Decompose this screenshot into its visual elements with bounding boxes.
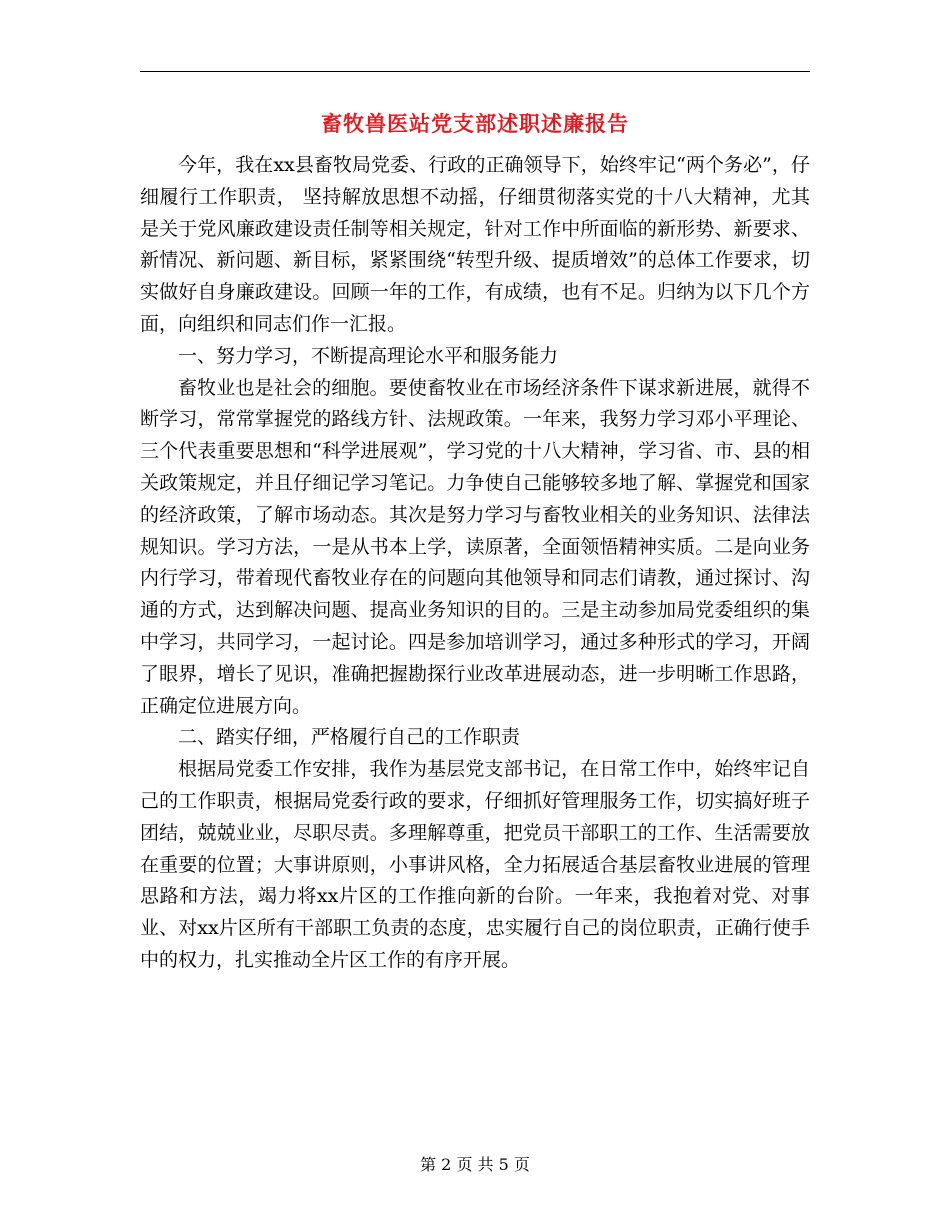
- document-title: 畜牧兽医站党支部述职述廉报告: [321, 111, 629, 136]
- intro-paragraph: 今年，我在xx县畜牧局党委、行政的正确领导下，始终牢记“两个务必”，仔细履行工作职责， 坚持解放思想不动摇，仔细贯彻落实党的十八大精神，尤其是关于党风廉政建设责任制等相关规定，针对工作中所面临的新形势、新要求、新情况、新问题、新目标，紧紧围绕“转型升级、提质增效”的总体工作要求，切实做好自身廉政建设。回顾一年的工作，有成绩，也有不足。归纳为以下几个方面，向组织和同志们作一汇报。: [140, 154, 810, 335]
- section-heading-1: 一、努力学习，不断提高理论水平和服务能力: [178, 344, 559, 367]
- section-1-paragraph: 畜牧业也是社会的细胞。要使畜牧业在市场经济条件下谋求新进展，就得不断学习，常常掌握党的路线方针、法规政策。一年来，我努力学习邓小平理论、三个代表重要思想和“科学进展观”，学习党的十八大精神，学习省、市、县的相关政策规定，并且仔细记学习笔记。力争使自己能够较多地了解、掌握党和国家的经济政策，了解市场动态。其次是努力学习与畜牧业相关的业务知识、法律法规知识。学习方法，一是从书本上学，读原著，全面领悟精神实质。二是向业务内行学习，带着现代畜牧业存在的问题向其他领导和同志们请教，通过探讨、沟通的方式，达到解决问题、提高业务知识的目的。三是主动参加局党委组织的集中学习，共同学习，一起讨论。四是参加培训学习，通过多种形式的学习，开阔了眼界，增长了见识，准确把握勘探行业改革进展动态，进一步明晰工作思路，正确定位进展方向。: [140, 376, 810, 717]
- header-rule: [140, 71, 810, 72]
- document-body: [140, 150, 810, 977]
- section-2-paragraph: 根据局党委工作安排，我作为基层党支部书记，在日常工作中，始终牢记自己的工作职责，根据局党委行政的要求，仔细抓好管理服务工作，切实搞好班子团结，兢兢业业，尽职尽责。多理解尊重，把党员干部职工的工作、生活需要放在重要的位置；大事讲原则，小事讲风格，全力拓展适合基层畜牧业进展的管理思路和方法，竭力将xx片区的工作推向新的台阶。一年来，我抱着对党、对事业、对xx片区所有干部职工负责的态度，忠实履行自己的岗位职责，正确行使手中的权力，扎实推动全片区工作的有序开展。: [140, 758, 810, 971]
- page-number-footer: 第 2 页 共 5 页: [420, 1155, 530, 1174]
- section-heading-2: 二、踏实仔细，严格履行自己的工作职责: [178, 726, 521, 749]
